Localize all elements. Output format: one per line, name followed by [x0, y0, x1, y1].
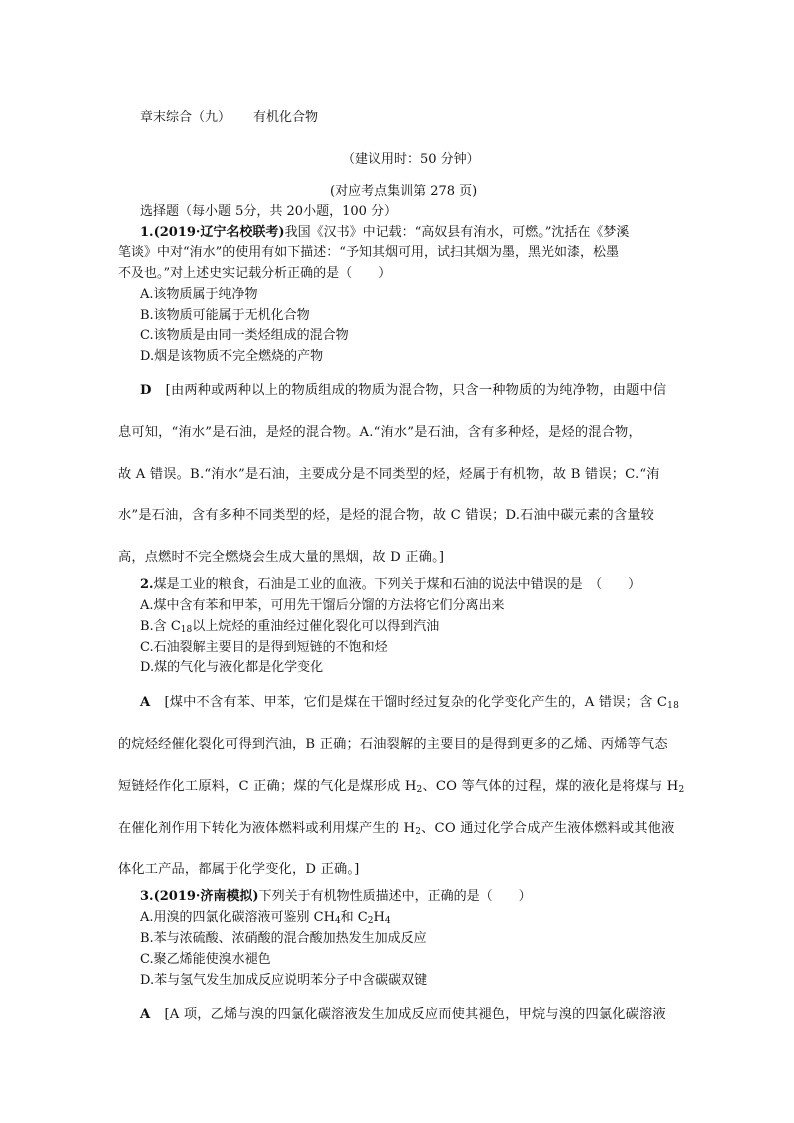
answer-letter: D	[140, 383, 152, 398]
chapter-label	[140, 110, 318, 125]
chapter-number: 章末综合（九）	[140, 110, 232, 125]
answer-2-line-3: 短链烃作化工原料，C 正确；煤的气化是煤形成 $H_2$、CO 等气体的过程，煤的液化是将煤与 $H_2$	[118, 779, 685, 795]
option-b: B.含 $C_{18}$以上烷烃的重油经过催化裂化可以得到汽油	[140, 619, 440, 635]
question-1-line-1: 1.(2019·辽宁名校联考)我国《汉书》中记载：“高奴县有洧水，可燃。”沈括在《梦溪	[140, 225, 630, 240]
answer-letter: A	[140, 1007, 151, 1022]
option-d: D.苯与氢气发生加成反应说明苯分子中含碳碳双键	[140, 973, 428, 988]
answer-1-line-4: 水”是石油，含有多种不同类型的烃，是烃的混合物，故 C 错误；D.石油中碳元素的含量较	[118, 508, 655, 523]
question-source: (2019·济南模拟)	[153, 889, 259, 904]
question-2-stem: 2.煤是工业的粮食，石油是工业的血液。下列关于煤和石油的说法中错误的是 （ ）	[140, 577, 642, 592]
answer-3-line-1: A [A 项，乙烯与溴的四氯化碳溶液发生加成反应而使其褪色，甲烷与溴的四氯化碳溶液	[140, 1007, 666, 1022]
option-a: A.煤中含有苯和甲苯，可用先干馏后分馏的方法将它们分离出来	[140, 598, 505, 613]
answer-2-line-1: A [煤中不含有苯、甲苯，它们是煤在干馏时经过复杂的化学变化产生的，A 错误；含 $C_{18}$	[140, 695, 679, 711]
option-c: C.聚乙烯能使溴水褪色	[140, 952, 271, 967]
answer-1-line-1: D [由两种或两种以上的物质组成的物质为混合物，只含一种物质的为纯净物，由题中信	[140, 383, 667, 398]
question-number: 2.	[140, 577, 154, 592]
question-source: (2019·辽宁名校联考)	[153, 225, 285, 240]
option-a: A.用溴的四氯化碳溶液可鉴别 $CH_4$和 $C_2H_4$	[140, 910, 391, 926]
answer-2-line-5: 体化工产品，都属于化学变化，D 正确。]	[118, 862, 360, 877]
answer-1-line-5: 高，点燃时不完全燃烧会生成大量的黑烟，故 D 正确。]	[118, 550, 445, 565]
option-a: A.该物质属于纯净物	[140, 287, 258, 302]
page-reference: (对应考点集训第 278 页)	[330, 184, 478, 199]
question-number: 3.	[140, 889, 154, 904]
question-number: 1.	[140, 225, 154, 240]
section-heading: 选择题（每小题 5分，共 20小题，100 分）	[140, 204, 398, 219]
answer-1-line-3: 故 A 错误。B.“洧水”是石油，主要成分是不同类型的烃，烃属于有机物，故 B 错误；C.“洧	[118, 467, 660, 482]
question-1-line-3: 不及也。”对上述史实记载分析正确的是（ ）	[118, 266, 392, 281]
option-d: D.烟是该物质不完全燃烧的产物	[140, 349, 324, 364]
option-d: D.煤的气化与液化都是化学变化	[140, 660, 324, 675]
question-3-stem: 3.(2019·济南模拟)下列关于有机物性质描述中，正确的是（ ）	[140, 889, 532, 904]
answer-2-line-4: 在催化剂作用下转化为液体燃料或利用煤产生的 $H_2$、CO 通过化学合成产生液体燃料或其他液	[118, 821, 675, 837]
answer-2-line-2: 的烷烃经催化裂化可得到汽油，B 正确；石油裂解的主要目的是得到更多的乙烯、丙烯等气态	[118, 737, 668, 752]
answer-letter: A	[140, 695, 151, 710]
time-note: （建议用时：50 分钟）	[342, 152, 480, 167]
chapter-title: 有机化合物	[253, 110, 319, 125]
answer-1-line-2: 息可知，“洧水”是石油，是烃的混合物。A.“洧水”是石油，含有多种烃，是烃的混合物，	[118, 425, 642, 440]
option-c: C.石油裂解主要目的是得到短链的不饱和烃	[140, 640, 388, 655]
option-b: B.苯与浓硫酸、浓硝酸的混合酸加热发生加成反应	[140, 931, 427, 946]
question-1-line-2: 笔谈》中对“洧水”的使用有如下描述：“予知其烟可用，试扫其烟为墨，黑光如漆，松墨	[118, 245, 619, 260]
option-b: B.该物质可能属于无机化合物	[140, 308, 310, 323]
option-c: C.该物质是由同一类烃组成的混合物	[140, 328, 349, 343]
